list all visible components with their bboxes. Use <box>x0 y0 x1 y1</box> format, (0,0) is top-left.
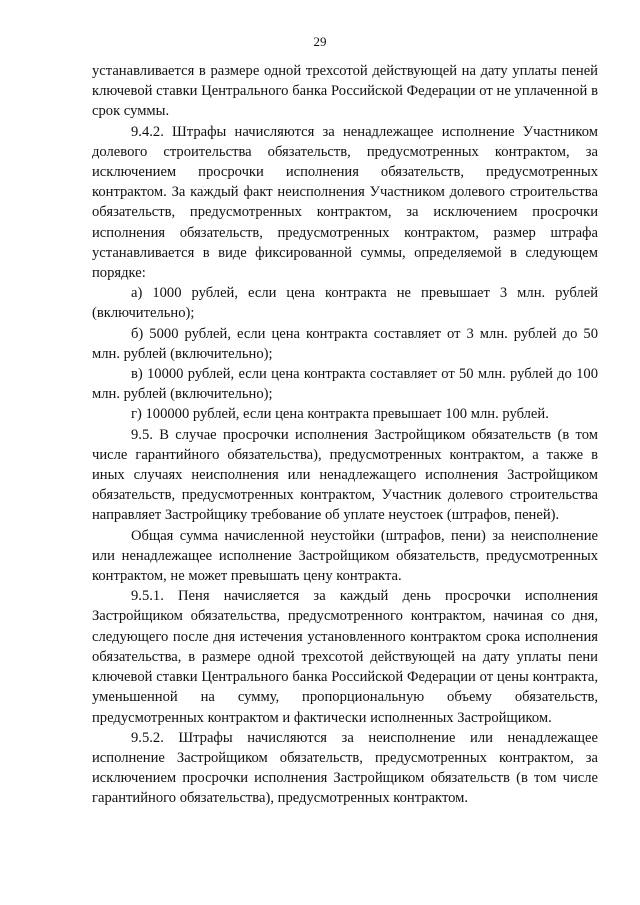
list-item-g: г) 100000 рублей, если цена контракта превышает 100 млн. рублей. <box>131 406 549 423</box>
paragraph-total-penalty: Общая сумма начисленной неустойки (штрафов, пени) за неисполнение или ненадлежащее исполнение Застройщиком обязательств, предусмотренных контрактом, не может превышать цену контракта. <box>92 527 598 585</box>
list-item-a: а) 1000 рублей, если цена контракта не превышает 3 млн. рублей (включительно); <box>92 285 598 322</box>
page-number: 29 <box>313 34 327 49</box>
list-item-b: б) 5000 рублей, если цена контракта составляет от 3 млн. рублей до 50 млн. рублей (включительно); <box>92 325 598 362</box>
paragraph-9-5-1: 9.5.1. Пеня начисляется за каждый день просрочки исполнения Застройщиком обязательства, предусмотренного контрактом, начиная со дня, следующего после дня истечения установленного контрактом срока исполнения обязательства, в размере одной трехсотой действующей на дату уплаты пени ключевой ставки Центрального банка Российской Федерации от цены контракта, уменьшенной на сумму, пропорциональную объему обязательств, предусмотренных контрактом и фактически исполненных Застройщиком. <box>92 588 598 726</box>
paragraph-9-5: 9.5. В случае просрочки исполнения Застройщиком обязательств (в том числе гарантийного обязательства), предусмотренных контрактом, а также в иных случаях неисполнения или ненадлежащего исполнения Застройщиком обязательств, предусмотренных контрактом, Участник долевого строительства направляет Застройщику требование об уплате неустоек (штрафов, пеней). <box>92 426 598 524</box>
paragraph-9-4-2: 9.4.2. Штрафы начисляются за ненадлежащее исполнение Участником долевого строительства обязательств, предусмотренных контрактом, за исключением просрочки исполнения обязательств, предусмотренных контрактом. За каждый факт неисполнения Участником долевого строительства обязательств, предусмотренных контрактом, за исключением просрочки исполнения обязательств, предусмотренных контрактом, размер штрафа устанавливается в виде фиксированной суммы, определяемой в следующем порядке: <box>92 123 598 282</box>
list-item-v: в) 10000 рублей, если цена контракта составляет от 50 млн. рублей до 100 млн. рублей (включительно); <box>92 366 598 403</box>
paragraph-continuation: устанавливается в размере одной трехсотой действующей на дату уплаты пеней ключевой ставки Центрального банка Российской Федерации от не уплаченной в срок суммы. <box>92 63 598 120</box>
document-body <box>92 61 598 809</box>
paragraph-9-5-2: 9.5.2. Штрафы начисляются за неисполнение или ненадлежащее исполнение Застройщиком обязательств, предусмотренных контрактом, за исключением просрочки исполнения Застройщиком обязательств (в том числе гарантийного обязательства), предусмотренных контрактом. <box>92 729 598 807</box>
